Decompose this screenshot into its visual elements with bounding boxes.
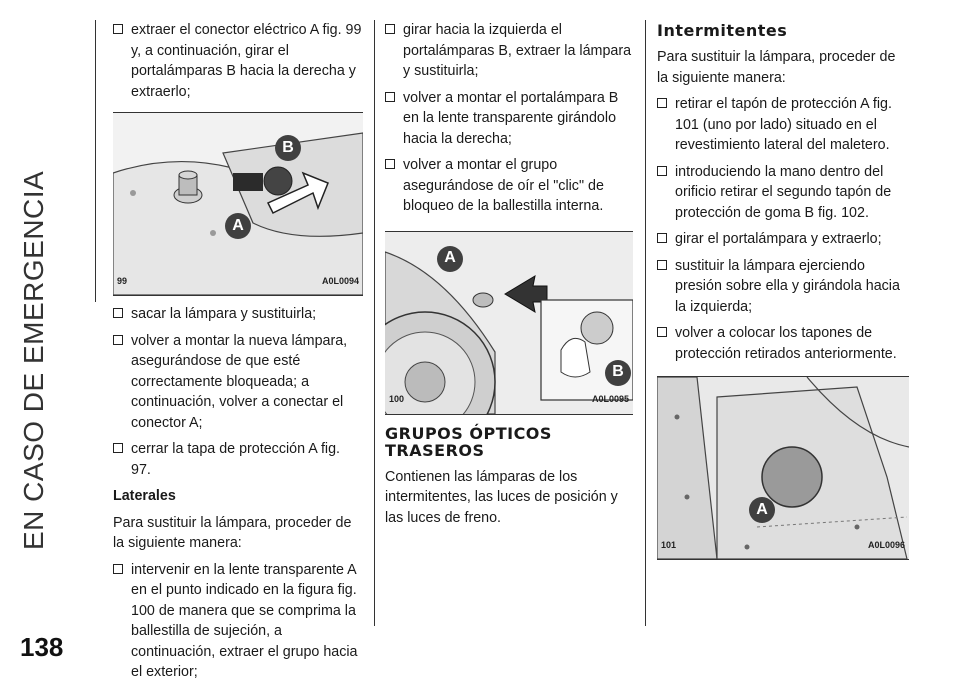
list-item: introduciendo la mano dentro del orificio retirar el segundo tapón de protección de goma B fig. 102. bbox=[657, 162, 909, 224]
list-item: girar el portalámpara y extraerlo; bbox=[657, 229, 909, 250]
callout-a: A bbox=[749, 497, 775, 523]
checkbox-bullet-icon bbox=[657, 98, 667, 108]
paragraph: Para sustituir la lámpara, proceder de la siguiente manera: bbox=[113, 514, 352, 551]
list-item: intervenir en la lente transparente A en el punto indicado en la figura fig. 100 de manera que se comprima la ballestilla de sujeción, a continuación, extraer el grupo hacia el exterior; bbox=[113, 560, 363, 683]
checkbox-bullet-icon bbox=[657, 166, 667, 176]
figure-caption: 101 A0L0096 bbox=[661, 539, 905, 550]
checkbox-bullet-icon bbox=[113, 308, 123, 318]
subheading: Laterales bbox=[113, 488, 176, 504]
checkbox-bullet-icon bbox=[113, 443, 123, 453]
column-divider bbox=[95, 20, 96, 302]
figure-101-illustration bbox=[657, 377, 909, 559]
list-item: girar hacia la izquierda el portalámparas B, extraer la lámpara y sustituirla; bbox=[385, 20, 633, 82]
checkbox-bullet-icon bbox=[113, 564, 123, 574]
page-number: 138 bbox=[20, 632, 64, 662]
list-item: volver a montar el portalámpara B en la lente transparente girándolo hacia la derecha; bbox=[385, 88, 633, 150]
figure-100 bbox=[385, 231, 633, 415]
list-item: volver a colocar los tapones de protección retirados anteriormente. bbox=[657, 323, 909, 364]
column-divider bbox=[374, 20, 375, 626]
column-1 bbox=[113, 20, 363, 689]
checkbox-bullet-icon bbox=[657, 260, 667, 270]
list-item: volver a montar la nueva lámpara, asegurándose de que esté correctamente bloqueada; a continuación, volver a conectar el conector A; bbox=[113, 331, 363, 434]
callout-a: A bbox=[225, 213, 251, 239]
paragraph: Contienen las lámparas de los intermitentes, las luces de posición y las luces de freno. bbox=[385, 468, 618, 526]
list-item: sacar la lámpara y sustituirla; bbox=[113, 304, 363, 325]
checkbox-bullet-icon bbox=[385, 159, 395, 169]
figure-100-illustration bbox=[385, 232, 633, 414]
checkbox-bullet-icon bbox=[385, 92, 395, 102]
list-item: sustituir la lámpara ejerciendo presión sobre ella y girándola hacia la izquierda; bbox=[657, 256, 909, 318]
column-2 bbox=[385, 20, 633, 534]
figure-99 bbox=[113, 112, 363, 296]
callout-b: B bbox=[275, 135, 301, 161]
column-divider bbox=[645, 20, 646, 626]
figure-caption: 100 A0L0095 bbox=[389, 394, 629, 404]
section-heading: GRUPOS ÓPTICOS TRASEROS bbox=[385, 423, 552, 460]
callout-b: B bbox=[605, 360, 631, 386]
column-3 bbox=[657, 20, 909, 560]
checkbox-bullet-icon bbox=[113, 335, 123, 345]
checkbox-bullet-icon bbox=[113, 24, 123, 34]
list-item: extraer el conector eléctrico A fig. 99 y, a continuación, girar el portalámparas B hacia la derecha y extraerlo; bbox=[113, 20, 363, 102]
list-item: retirar el tapón de protección A fig. 101 (uno por lado) situado en el revestimiento lateral del maletero. bbox=[657, 94, 909, 156]
figure-99-illustration bbox=[113, 113, 363, 295]
checkbox-bullet-icon bbox=[385, 24, 395, 34]
callout-a: A bbox=[437, 246, 463, 272]
list-item: volver a montar el grupo asegurándose de oír el "clic" de bloqueo de la ballestilla interna. bbox=[385, 155, 633, 217]
checkbox-bullet-icon bbox=[657, 233, 667, 243]
figure-101 bbox=[657, 376, 909, 560]
list-item: cerrar la tapa de protección A fig. 97. bbox=[113, 439, 363, 480]
figure-caption: 99 A0L0094 bbox=[117, 275, 359, 286]
paragraph: Para sustituir la lámpara, proceder de la siguiente manera: bbox=[657, 49, 896, 86]
checkbox-bullet-icon bbox=[657, 327, 667, 337]
section-heading: Intermitentes bbox=[657, 21, 788, 40]
